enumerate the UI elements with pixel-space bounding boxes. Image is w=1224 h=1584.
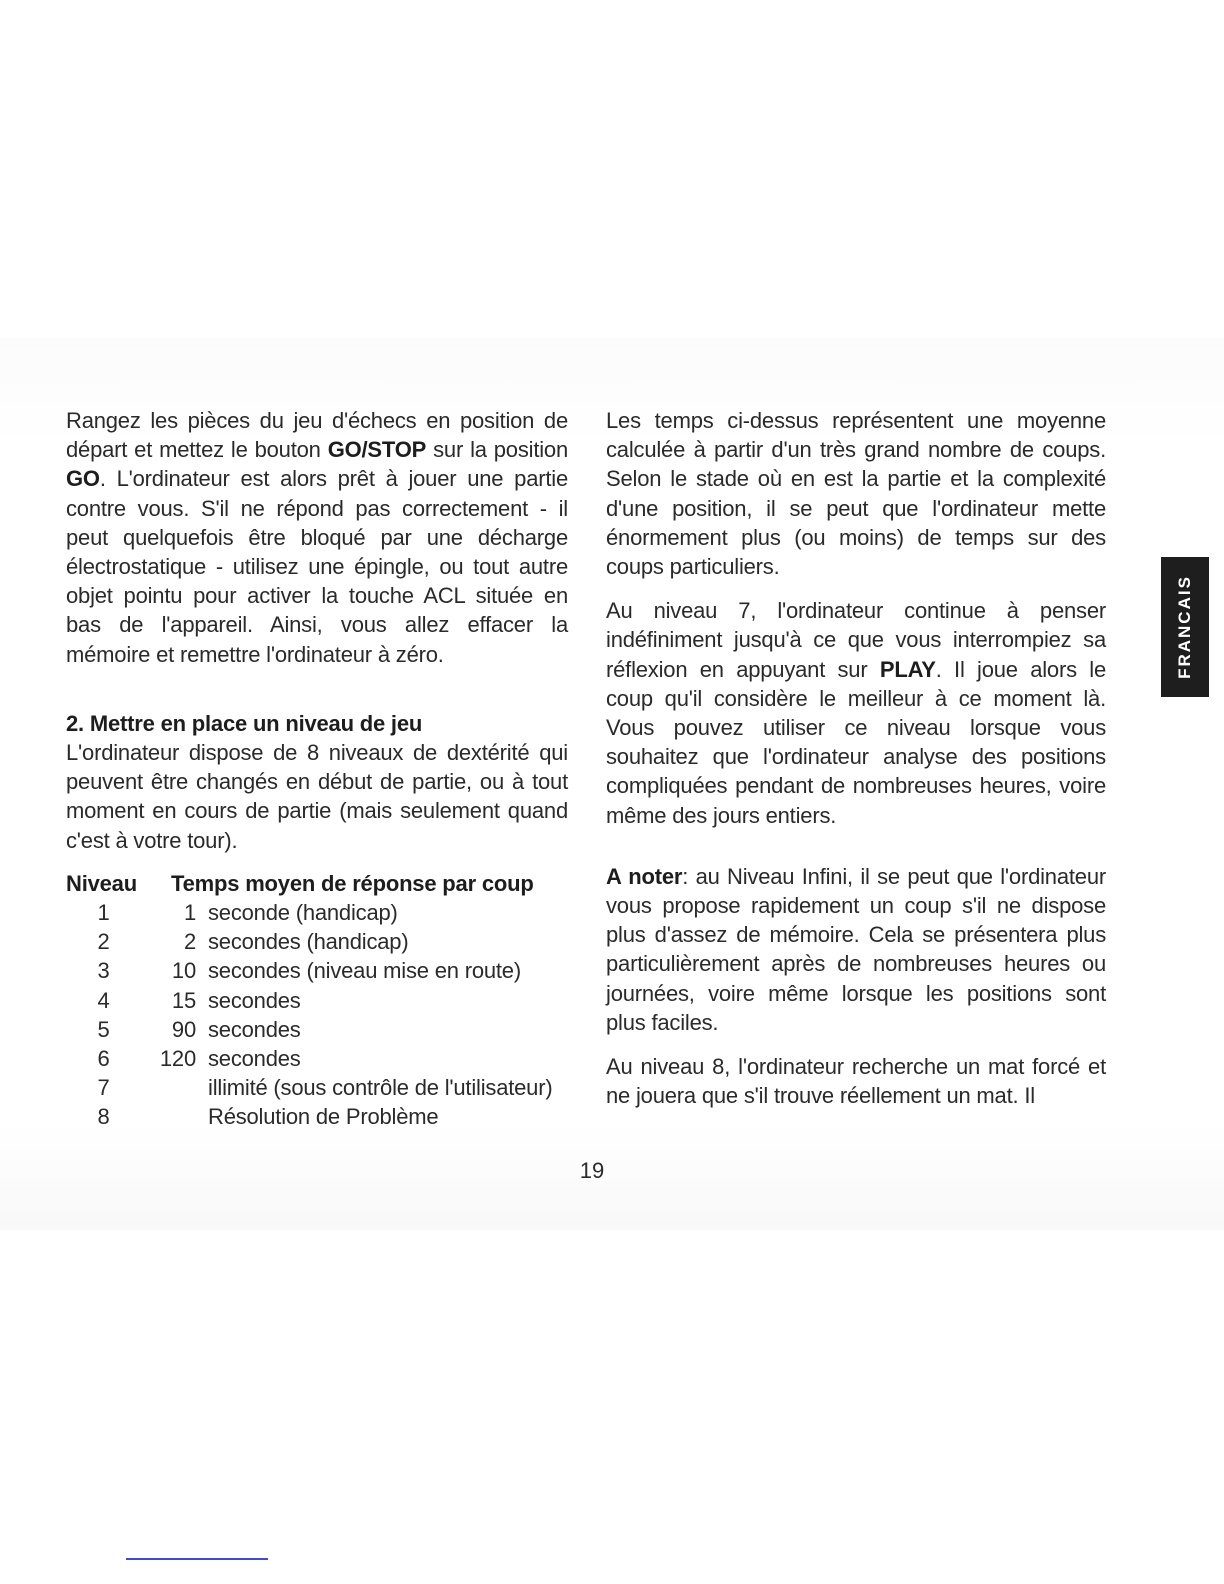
- levels-table: [66, 869, 568, 1132]
- go-stop-keyword: GO/STOP: [327, 437, 427, 463]
- level-description: Résolution de Problème: [208, 1104, 439, 1130]
- note-paragraph: [606, 862, 1106, 1037]
- table-row: [66, 1044, 568, 1073]
- level-time: 10: [171, 958, 196, 984]
- language-tab: [1161, 557, 1209, 697]
- level-7-text-1: Au niveau 7, l'ordinateur continue à penser indéfiniment jusqu'à ce que vous interrompiez sa réflexion en appuyant sur: [606, 598, 1106, 682]
- levels-intro-paragraph: L'ordinateur dispose de 8 niveaux de dextérité qui peuvent être changés en début de partie, ou à tout moment en cours de partie (mais seulement quand c'est à votre tour).: [66, 740, 568, 853]
- table-row: [66, 898, 568, 927]
- level-description: secondes (handicap): [208, 929, 409, 955]
- level-number: 1: [97, 900, 110, 926]
- table-row: [66, 1073, 568, 1102]
- table-row: [66, 986, 568, 1015]
- level-7-paragraph: [606, 596, 1106, 830]
- average-times-paragraph: Les temps ci-dessus représentent une moyenne calculée à partir d'un très grand nombre de coups. Selon le stade où en est la partie et la complexité d'une position, il se peut que l'ordinateur mette énormement plus (ou moins) de temps sur des coups particuliers.: [606, 408, 1106, 580]
- level-number: 7: [97, 1075, 110, 1101]
- left-column: [66, 406, 568, 1132]
- intro-text-1: Rangez les pièces du jeu d'échecs en position de départ et mettez le bouton: [66, 408, 568, 463]
- levels-table-header: [66, 869, 568, 898]
- section-heading: 2. Mettre en place un niveau de jeu: [66, 710, 423, 736]
- level-time: 120: [159, 1046, 196, 1072]
- play-keyword: PLAY: [879, 656, 936, 682]
- level-time: [141, 1073, 208, 1102]
- note-label: A noter: [606, 863, 683, 889]
- level-time: 1: [183, 900, 196, 926]
- table-row: [66, 927, 568, 956]
- page-number: 19: [579, 1158, 605, 1183]
- table-row: [66, 1102, 568, 1131]
- footnote-rule: [126, 1558, 268, 1560]
- right-column: [606, 406, 1106, 1110]
- level-number: 3: [97, 958, 110, 984]
- level-7-text-2: . Il joue alors le coup qu'il considère le meilleur à ce moment là. Vous pouvez utiliser ce niveau lorsque vous souhaitez que l'ordinateur analyse des positions compliquées pendant de nombreuses heures, voire même des jours entiers.: [606, 656, 1106, 828]
- level-time: 15: [171, 987, 196, 1013]
- level-column-header: Niveau: [66, 870, 137, 896]
- intro-paragraph: [66, 406, 568, 669]
- intro-text-3: . L'ordinateur est alors prêt à jouer une partie contre vous. S'il ne répond pas correctement - il peut quelquefois être bloqué par une décharge électrostatique - utilisez une épingle, ou tout autre objet pointu pour activer la touche ACL située en bas de l'appareil. Ainsi, vous allez effacer la mémoire et remettre l'ordinateur à zéro.: [66, 466, 568, 667]
- level-time: 90: [171, 1016, 196, 1042]
- level-description: secondes: [208, 987, 301, 1013]
- level-8-paragraph: Au niveau 8, l'ordinateur recherche un mat forcé et ne jouera que s'il trouve réellement un mat. Il: [606, 1054, 1106, 1109]
- go-keyword: GO: [66, 466, 100, 492]
- language-tab-label: FRANCAIS: [1175, 575, 1194, 679]
- level-number: 8: [97, 1104, 110, 1130]
- level-description: seconde (handicap): [208, 900, 398, 926]
- level-description: secondes (niveau mise en route): [208, 958, 521, 984]
- level-number: 4: [97, 987, 110, 1013]
- note-text: : au Niveau Infini, il se peut que l'ordinateur vous propose rapidement un coup s'il ne dispose plus d'assez de mémoire. Cela se présentera plus particulièrement après de nombreuses heures ou journées, voire même lorsque les positions sont plus faciles.: [606, 863, 1106, 1035]
- level-number: 6: [97, 1046, 110, 1072]
- level-description: secondes: [208, 1046, 301, 1072]
- level-description: illimité (sous contrôle de l'utilisateur): [208, 1075, 553, 1101]
- table-row: [66, 956, 568, 985]
- level-description: secondes: [208, 1016, 301, 1042]
- level-number: 5: [97, 1016, 110, 1042]
- level-time: [141, 1102, 208, 1131]
- level-number: 2: [97, 929, 110, 955]
- intro-text-2: sur la position: [426, 437, 569, 463]
- table-row: [66, 1015, 568, 1044]
- level-time: 2: [183, 929, 196, 955]
- time-column-header: Temps moyen de réponse par coup: [171, 870, 534, 896]
